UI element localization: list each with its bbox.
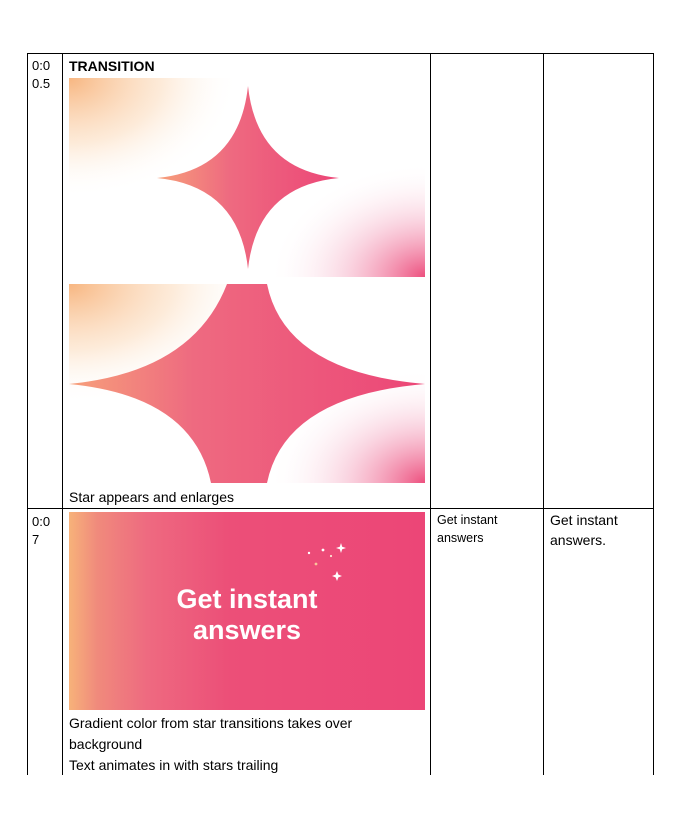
row2-col3-text	[437, 511, 497, 547]
row1-caption: Star appears and enlarges	[69, 489, 234, 505]
col3-line: answers	[437, 531, 484, 545]
sparkle-icon	[330, 555, 332, 557]
timestamp-line: 0:0	[32, 514, 51, 529]
sparkle-icon	[308, 552, 310, 554]
col4-line: answers.	[550, 532, 607, 548]
banner-headline-line: answers	[192, 615, 302, 645]
sparkle-icon	[315, 563, 318, 566]
col4-line: Get instant	[550, 512, 618, 528]
sparkle-icon	[336, 543, 346, 553]
star-large-illustration	[69, 284, 425, 483]
col-border-third	[543, 53, 544, 775]
gradient-banner	[69, 512, 425, 710]
col3-line: Get instant	[437, 513, 498, 527]
sparkle-icon	[322, 549, 325, 552]
col-border-right	[653, 53, 654, 775]
sparkle-icon	[332, 571, 342, 581]
row-divider	[27, 508, 654, 509]
caption-line: Gradient color from star transitions takes over	[69, 715, 353, 731]
caption-line: background	[69, 736, 143, 752]
timestamp-row1	[32, 57, 50, 93]
caption-line: Text animates in with stars trailing	[69, 757, 279, 773]
row2-caption	[69, 713, 352, 776]
col-border-time	[62, 53, 63, 775]
col-border-left	[27, 53, 28, 775]
timestamp-line: 7	[32, 532, 40, 547]
timestamp-line: 0:0	[32, 58, 51, 73]
row2-col4-text	[550, 510, 618, 550]
star-small-illustration	[69, 78, 425, 277]
timestamp-line: 0.5	[32, 76, 51, 91]
banner-headline	[69, 584, 425, 646]
banner-headline-line: Get instant	[176, 584, 318, 614]
col-border-main	[430, 53, 431, 775]
timestamp-row2	[32, 513, 50, 549]
star-large-frame	[69, 284, 425, 483]
table-top-border	[27, 53, 654, 54]
star-small-frame	[69, 78, 425, 277]
section-heading: TRANSITION	[69, 58, 155, 74]
